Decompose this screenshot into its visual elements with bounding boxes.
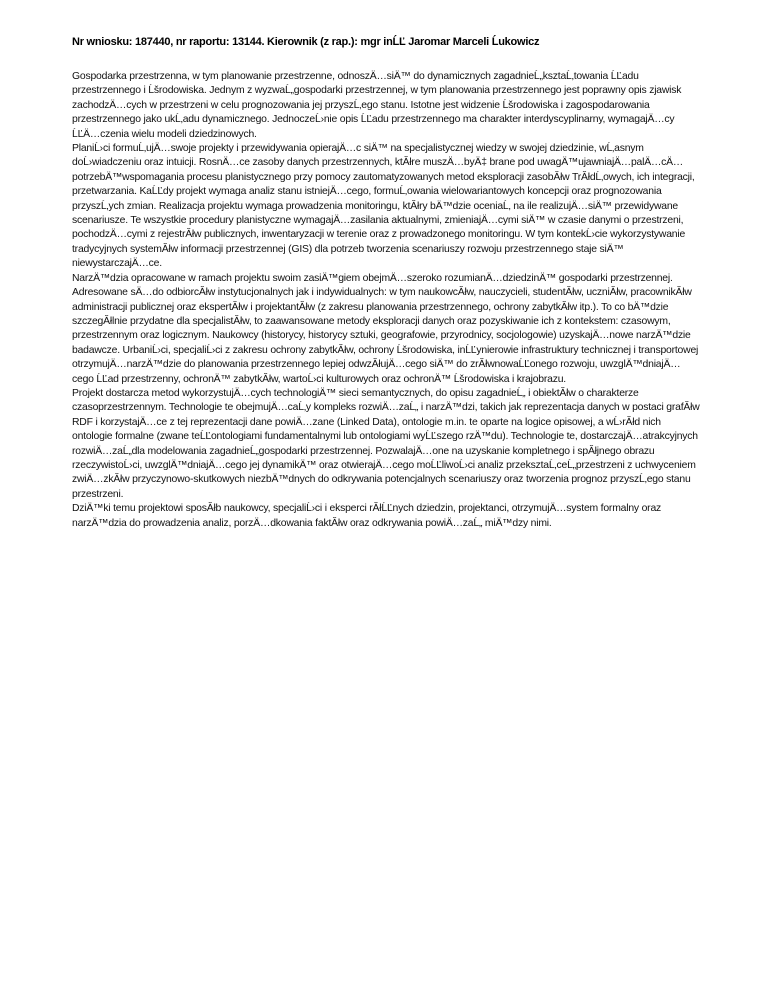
paragraph-planners: PlaniĹ›ci formuĹ‚ujÄ…swoje projekty i przewidywania opierajÄ…c siÄ™ na specjalistycznej wiedzy w swojej dziedzinie, wĹ‚asnym doĹ›wiadczeniu oraz intuicji. RosnÄ…ce zasoby danych przestrzennych, ktĂłre muszÄ…byÄ‡ brane pod uwagÄ™ujawniajÄ…palÄ…cÄ… potrzebÄ™wspomagania procesu planistycznego przy pomocy zautomatyzowanych metod eksploracji zasobĂłw TrĂłdĹ‚owych, ich integracji, przetwarzania. KaĹĽdy projekt wymaga analiz stanu istniejÄ…cego, formuĹ‚owania wielowariantowych koncepcji oraz prognozowania przyszĹ‚ych zmian. Realizacja projektu wymaga prowadzenia monitoringu, ktĂłry bÄ™dzie oceniaĹ‚ na ile realizujÄ…siÄ™ przewidywane scenariusze. Te wszystkie procedury planistyczne wymagajÄ…zasilania aktualnymi, zmieniajÄ…cymi siÄ™ w czasie danymi o przestrzeni, pochodzÄ…cymi z rejestrĂłw publicznych, inwentaryzacji w terenie oraz z prowadzonego monitoringu. W tym kontekĹ›cie wykorzystywanie tradycyjnych systemĂłw informacji przestrzennej (GIS) dla potrzeb tworzenia scenariuszy rozwoju przestrzennego staje siÄ™ niewystarczajÄ…ce. xyxy=(72,143,695,270)
paragraph-tools: NarzÄ™dzia opracowane w ramach projektu swoim zasiÄ™giem obejmÄ…szeroko rozumianÄ…dziedzinÄ™ gospodarki przestrzennej. Adresowane sÄ…do odbiorcĂłw instytucjonalnych jak i indywidualnych: w tym naukowcĂłw, nauczycieli, studentĂłw, uczniĂłw, pracownikĂłw administracji publicznej oraz ekspertĂłw i projektantĂłw (z zakresu planowania przestrzennego, ochrony zabytkĂłw itp.). To co bÄ™dzie szczegĂłlnie przydatne dla specjalistĂłw, to zaawansowane metody eksploracji danych oraz pozyskiwanie ich z kontekstem: czasowym, przestrzennym oraz logicznym. Naukowcy (historycy, historycy sztuki, geografowie, przyrodnicy, socjologowie) uzyskajÄ…nowe narzÄ™dzie badawcze. UrbaniĹ›ci, specjaliĹ›ci z zakresu ochrony zabytkĂłw, ochrony Ĺšrodowiska, inĹĽynierowie infrastruktury technicznej i transportowej otrzymujÄ…narzÄ™dzie do planowania przestrzennego lepiej odwzĂłujÄ…cego siÄ™ do zrĂłwnowaĹĽonego rozwoju, uwzglÄ™dniajÄ…cego ĹĽad przestrzenny, ochronÄ™ zabytkĂłw, wartoĹ›ci kulturowych oraz ochronÄ™ Ĺšrodowiska i krajobrazu. xyxy=(72,272,699,385)
paragraph-semantic-web: Projekt dostarcza metod wykorzystujÄ…cych technologiÄ™ sieci semantycznych, do opisu zagadnieĹ„ i obiektĂłw o charakterze czasoprzestrzennym. Technologie te obejmujÄ…caĹ‚y kompleks rozwiÄ…zaĹ„ i narzÄ™dzi, takich jak reprezentacja danych w postaci grafĂłw RDF i korzystajÄ…ce z tej reprezentacji dane powiÄ…zane (Linked Data), ontologie m.in. te oparte na logice opisowej, a wĹ›rĂłd nich ontologie formalne (zwane teĹĽontologiami fundamentalnymi lub ontologiami wyĹĽszego rzÄ™du). Technologie te, dostarczajÄ…atrakcyjnych rozwiÄ…zaĹ„dla modelowania zagadnieĹ„gospodarki przestrzennej. PozwalajÄ…one na uzyskanie kompletnego i spĂłjnego obrazu rzeczywistoĹ›ci, uwzglÄ™dniajÄ…cego jej dynamikÄ™ oraz otwierajÄ…cego moĹĽliwoĹ›ci analiz przeksztaĹ‚ceĹ„przestrzeni z uchwyceniem zwiÄ…zkĂłw przyczynowo-skutkowych niezbÄ™dnych do odkrywania potencjalnych scenariuszy oraz tworzenia prognoz przyszĹ‚ego stanu przestrzeni. xyxy=(72,387,700,500)
paragraph-conclusion: DziÄ™ki temu projektowi sposĂłb naukowcy, specjaliĹ›ci i eksperci rĂłĹĽnych dziedzin, projektanci, otrzymujÄ…system formalny oraz narzÄ™dzia do prowadzenia analiz, porzÄ…dkowania faktĂłw oraz odkrywania powiÄ…zaĹ„ miÄ™dzy nimi. xyxy=(72,503,662,529)
report-header: Nr wniosku: 187440, nr raportu: 13144. Kierownik (z rap.): mgr inĹĽ Jaromar Marceli Ĺukowicz xyxy=(72,36,540,48)
report-body xyxy=(72,70,700,531)
paragraph-intro: Gospodarka przestrzenna, w tym planowanie przestrzenne, odnoszÄ…siÄ™ do dynamicznych zagadnieĹ„ksztaĹ‚towania ĹĽadu przestrzennego i Ĺšrodowiska. Jednym z wyzwaĹ„gospodarki przestrzennej, w tym planowania przestrzennego jest poprawny opis zjawisk zachodzÄ…cych w przestrzeni w celu prognozowania jej przyszĹ‚ego stanu. Istotne jest widzenie Ĺšrodowiska i zagospodarowania przestrzennego jako ukĹ‚adu dynamicznego. JednoczeĹ›nie opis ĹĽadu przestrzennego ma charakter interdyscyplinarny, wymagajÄ…cy ĹĽÄ…czenia wielu modeli dziedzinowych. xyxy=(72,71,682,140)
